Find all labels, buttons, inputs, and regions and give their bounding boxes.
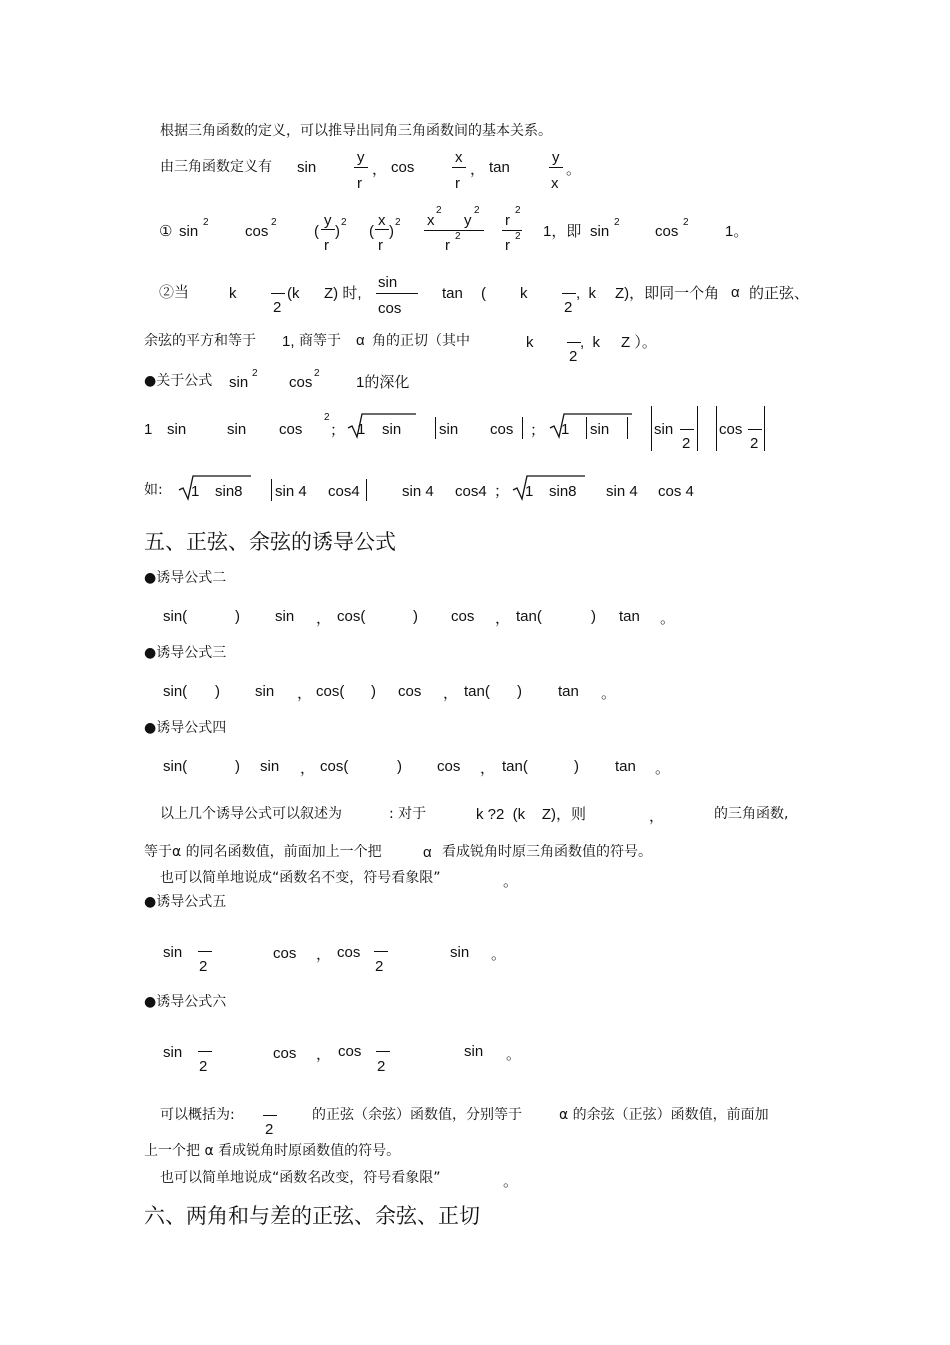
f4-cos-open: cos( <box>320 758 349 775</box>
section6-heading: 六、两角和与差的正弦、余弦、正切 <box>144 1204 480 1228</box>
f3-cos-open: cos( <box>316 683 345 700</box>
rel2-Z-end: Z ）。 <box>621 334 657 351</box>
f5-bar-1 <box>198 951 212 952</box>
f3-sin: sin <box>255 683 275 700</box>
f6-bar-2 <box>376 1051 390 1052</box>
deep-semi-1: ； <box>330 422 346 439</box>
formula3-bullet: ●诱导公式三 <box>144 645 227 661</box>
rel2-pi-bar-2 <box>562 293 576 294</box>
general-line-3: 也可以简单地说成“函数名改变，符号看象限” <box>160 1170 441 1186</box>
f3-tan: tan <box>558 683 579 700</box>
deep-ex-cos4-3: cos 4 <box>658 483 694 500</box>
deep-sin: sin <box>229 374 249 391</box>
f4-end: 。 <box>655 760 671 777</box>
rel2-two-1: 2 <box>273 299 282 316</box>
f3-close-1: ) <box>215 683 220 700</box>
f2-cos-open: cos( <box>337 608 366 625</box>
rel1-paren-open-2: ( <box>369 223 374 240</box>
deep-exp-2: 2 <box>324 412 330 423</box>
deep-tail: 1的深化 <box>356 374 410 391</box>
f4-cos: cos <box>437 758 461 775</box>
f2-cos: cos <box>451 608 475 625</box>
deep-half-bar-2 <box>748 429 762 430</box>
deep-ex-sin8: sin8 <box>215 483 243 500</box>
deep-ex-cos4-2: cos4 <box>455 483 487 500</box>
deep-ex-cos4: cos4 <box>328 483 360 500</box>
rel2-alpha: α <box>731 284 740 301</box>
rel1-r-exp-4: 2 <box>515 205 521 216</box>
deep-half-two-1: 2 <box>682 435 691 452</box>
f3-close-2: ) <box>371 683 376 700</box>
intro-frac-bar-1 <box>354 167 368 168</box>
general-line-1b: 的正弦（余弦）函数值，分别等于 <box>312 1107 522 1123</box>
rel1-cos-exp: 2 <box>271 217 277 228</box>
f6-comma: ， <box>316 1046 332 1063</box>
abs-bar-2 <box>522 417 523 439</box>
f6-cos-2: cos <box>338 1043 362 1060</box>
rel1-x-num-2: x <box>427 212 435 229</box>
f3-close-3: ) <box>517 683 522 700</box>
deep-sin-2: sin <box>167 421 187 438</box>
deep-semi-2: ； <box>530 422 546 439</box>
rel1-r-den-1: r <box>324 237 329 254</box>
deep-cos-exp: 2 <box>314 368 320 379</box>
deep-sin-exp: 2 <box>252 368 258 379</box>
rel1-circle: ① <box>159 223 173 240</box>
f5-sin: sin <box>163 944 183 961</box>
f3-comma-1: ， <box>297 685 313 702</box>
abs-bar-1 <box>435 417 436 439</box>
f4-tan-open: tan( <box>502 758 528 775</box>
general-end: 。 <box>503 1173 519 1190</box>
deep-half-cos: cos <box>719 421 743 438</box>
rel1-cos-2: cos <box>655 223 679 240</box>
f5-two-2: 2 <box>375 958 384 975</box>
f5-bar-2 <box>374 951 388 952</box>
f2-close-3: ) <box>591 608 596 625</box>
rel2-k-3: k <box>526 334 534 351</box>
abs-bar-6 <box>697 406 698 451</box>
formula4-bullet: ●诱导公式四 <box>144 720 227 736</box>
deep-ex-sin4: sin 4 <box>275 483 307 500</box>
rel1-r-den-2: r <box>378 237 383 254</box>
rel2-alpha-2: α <box>356 332 365 349</box>
intro-comma-1: ， <box>372 161 388 178</box>
rel1-cos: cos <box>245 223 269 240</box>
rel1-r-num-4: r <box>505 212 510 229</box>
deep-cos: cos <box>289 374 313 391</box>
f2-tan-open: tan( <box>516 608 542 625</box>
rel1-y-num: y <box>324 212 332 229</box>
intro-x-den: x <box>551 175 559 192</box>
rel2-k-2: k <box>520 285 528 302</box>
rel1-y-exp: 2 <box>474 205 480 216</box>
rel2-comma-k-2: , k <box>580 334 601 351</box>
f2-close-2: ) <box>413 608 418 625</box>
intro-line-1: 根据三角函数的定义，可以推导出同角三角函数间的基本关系。 <box>160 123 552 139</box>
summary-line-1: 以上几个诱导公式可以叙述为 <box>160 806 342 822</box>
deep-half-bar-1 <box>680 429 694 430</box>
rel1-paren-open-1: ( <box>314 223 319 240</box>
rel2-paren: ( <box>481 285 486 302</box>
rel2-Z-tail: Z)，即同一个角 <box>615 285 720 302</box>
summary-end: 。 <box>503 873 519 890</box>
f3-end: 。 <box>601 685 617 702</box>
f6-sin-2: sin <box>464 1043 484 1060</box>
rel1-y-num-2: y <box>464 212 472 229</box>
f4-sin-open: sin( <box>163 758 188 775</box>
intro-end: 。 <box>566 161 582 178</box>
deep-ex-sin4-3: sin 4 <box>606 483 638 500</box>
rel1-x-num: x <box>378 212 386 229</box>
summary-line-2: 等于α 的同名函数值，前面加上一个把 <box>144 844 382 860</box>
f3-cos: cos <box>398 683 422 700</box>
deep-ex-sin4-2: sin 4 <box>402 483 434 500</box>
rel1-cos-exp-2: 2 <box>683 217 689 228</box>
rel1-exp-2: 2 <box>395 217 401 228</box>
f5-cos-2: cos <box>337 944 361 961</box>
rel1-bar-1 <box>321 229 335 230</box>
rel1-sin-2: sin <box>590 223 610 240</box>
abs-bar-8 <box>764 406 765 451</box>
rel1-sin-exp-2: 2 <box>614 217 620 228</box>
abs-bar-4 <box>627 417 628 439</box>
f2-comma-2: ， <box>495 610 511 627</box>
f5-two-1: 2 <box>199 958 208 975</box>
deep-sqrt-sin: sin <box>382 421 402 438</box>
rel2-one: 1, <box>282 333 295 350</box>
f5-sin-2: sin <box>450 944 470 961</box>
f6-sin: sin <box>163 1044 183 1061</box>
f2-end: 。 <box>660 610 676 627</box>
intro-x-num: x <box>455 149 463 166</box>
rel2-tail: 的正弦、 <box>749 285 810 302</box>
intro-y-num-2: y <box>552 149 560 166</box>
rel1-exp-1: 2 <box>341 217 347 228</box>
rel2-frac-bar <box>376 293 418 294</box>
abs-bar-9 <box>271 479 272 501</box>
f2-tan: tan <box>619 608 640 625</box>
rel2-tan: tan <box>442 285 463 302</box>
rel2-Z-time: Z) 时, <box>324 285 362 302</box>
deep-ex-one-2: 1 <box>525 483 534 500</box>
intro-sin: sin <box>297 159 317 176</box>
rel2-pi-bar-3 <box>567 342 581 343</box>
f2-sin: sin <box>275 608 295 625</box>
abs-bar-10 <box>366 479 367 501</box>
f4-sin: sin <box>260 758 280 775</box>
general-bar <box>263 1115 277 1116</box>
rel1-one-text: 1，即 <box>543 223 582 240</box>
rel2-cos: cos <box>378 300 402 317</box>
f2-close-1: ) <box>235 608 240 625</box>
rel1-bar-3 <box>424 230 484 231</box>
rel1-paren-close-1: ) <box>335 223 340 240</box>
intro-tan: tan <box>489 159 510 176</box>
formula6-bullet: ●诱导公式六 <box>144 994 227 1010</box>
abs-bar-7 <box>716 406 717 451</box>
f6-cos: cos <box>273 1045 297 1062</box>
general-two: 2 <box>265 1121 274 1138</box>
f6-two-2: 2 <box>377 1058 386 1075</box>
deep-example: 如: <box>144 482 163 498</box>
f6-two-1: 2 <box>199 1058 208 1075</box>
rel2-label: ②当 <box>159 284 190 301</box>
intro-frac-bar-2 <box>452 167 466 168</box>
rel1-x-exp: 2 <box>436 205 442 216</box>
intro-line-2: 由三角函数定义有 <box>160 159 272 175</box>
rel2-two-2: 2 <box>564 299 573 316</box>
deep-sqrt-one-2: 1 <box>561 421 570 438</box>
deep-bullet: ●关于公式 <box>144 373 213 389</box>
intro-frac-bar-3 <box>549 167 563 168</box>
f3-tan-open: tan( <box>464 683 490 700</box>
rel2-line2: 余弦的平方和等于 <box>144 333 256 349</box>
rel1-sin-exp: 2 <box>203 217 209 228</box>
deep-sqrt-one: 1 <box>357 421 366 438</box>
rel1-paren-close-2: ) <box>389 223 394 240</box>
section5-heading: 五、正弦、余弦的诱导公式 <box>144 530 396 554</box>
rel2-two-3: 2 <box>569 348 578 365</box>
f4-close-3: ) <box>574 758 579 775</box>
rel1-r-exp-3: 2 <box>455 231 461 242</box>
summary-k2: k ?2 (k Z)，则 <box>476 806 587 823</box>
rel2-sin: sin <box>378 274 398 291</box>
f5-cos: cos <box>273 945 297 962</box>
intro-r-den: r <box>357 175 362 192</box>
f6-bar-1 <box>198 1051 212 1052</box>
deep-ex-sin8-2: sin8 <box>549 483 577 500</box>
intro-r-den-2: r <box>455 175 460 192</box>
summary-line-3: 也可以简单地说成“函数名不变，符号看象限” <box>160 870 441 886</box>
f2-comma-1: ， <box>316 610 332 627</box>
general-line-1c: α 的余弦（正弦）函数值，前面加 <box>559 1107 769 1123</box>
rel2-pi-bar-1 <box>271 293 285 294</box>
summary-comma: ， <box>649 808 665 825</box>
f2-sin-open: sin( <box>163 608 188 625</box>
deep-ex-one: 1 <box>191 483 200 500</box>
deep-half-sin: sin <box>654 421 674 438</box>
f4-tan: tan <box>615 758 636 775</box>
rel1-r-den-4: r <box>505 237 510 254</box>
summary-line-1c: 的三角函数, <box>714 806 789 822</box>
rel1-one-end: 1。 <box>725 223 749 240</box>
summary-alpha: α <box>423 844 432 861</box>
deep-abs-sin: sin <box>439 421 459 438</box>
deep-cos-2: cos <box>279 421 303 438</box>
general-line-2: 上一个把 α 看成锐角时原函数值的符号。 <box>144 1143 401 1159</box>
summary-line-1b: : 对于 <box>389 806 427 822</box>
general-line-1: 可以概括为: <box>160 1107 235 1123</box>
rel2-kZ: (k <box>287 285 300 302</box>
f5-comma: ， <box>316 946 332 963</box>
intro-cos: cos <box>391 159 415 176</box>
rel1-bar-2 <box>375 229 389 230</box>
deep-ex-semi: ； <box>494 483 510 500</box>
abs-bar-5 <box>651 406 652 451</box>
rel2-k: k <box>229 285 237 302</box>
deep-one: 1 <box>144 421 153 438</box>
rel2-line2c: 角的正切（其中 <box>372 333 470 349</box>
rel1-r-exp-5: 2 <box>515 231 521 242</box>
f6-end: 。 <box>506 1046 522 1063</box>
f5-end: 。 <box>491 946 507 963</box>
intro-comma-2: ， <box>470 161 486 178</box>
abs-bar-3 <box>586 417 587 439</box>
summary-line-2c: 看成锐角时原三角函数值的符号。 <box>442 844 652 860</box>
formula5-bullet: ●诱导公式五 <box>144 894 227 910</box>
f4-close-2: ) <box>397 758 402 775</box>
deep-half-two-2: 2 <box>750 435 759 452</box>
rel1-sin: sin <box>179 223 199 240</box>
intro-y-num: y <box>357 149 365 166</box>
f3-sin-open: sin( <box>163 683 188 700</box>
f4-comma-1: ， <box>300 760 316 777</box>
rel2-line2b: 商等于 <box>299 333 341 349</box>
f3-comma-2: ， <box>443 685 459 702</box>
deep-sqrt-sin-2: sin <box>590 421 610 438</box>
deep-abs-cos: cos <box>490 421 514 438</box>
f4-close-1: ) <box>235 758 240 775</box>
rel1-r-den-3: r <box>445 237 450 254</box>
deep-sin-3: sin <box>227 421 247 438</box>
formula2-bullet: ●诱导公式二 <box>144 570 227 586</box>
rel2-comma-k: , k <box>576 285 597 302</box>
f4-comma-2: ， <box>480 760 496 777</box>
